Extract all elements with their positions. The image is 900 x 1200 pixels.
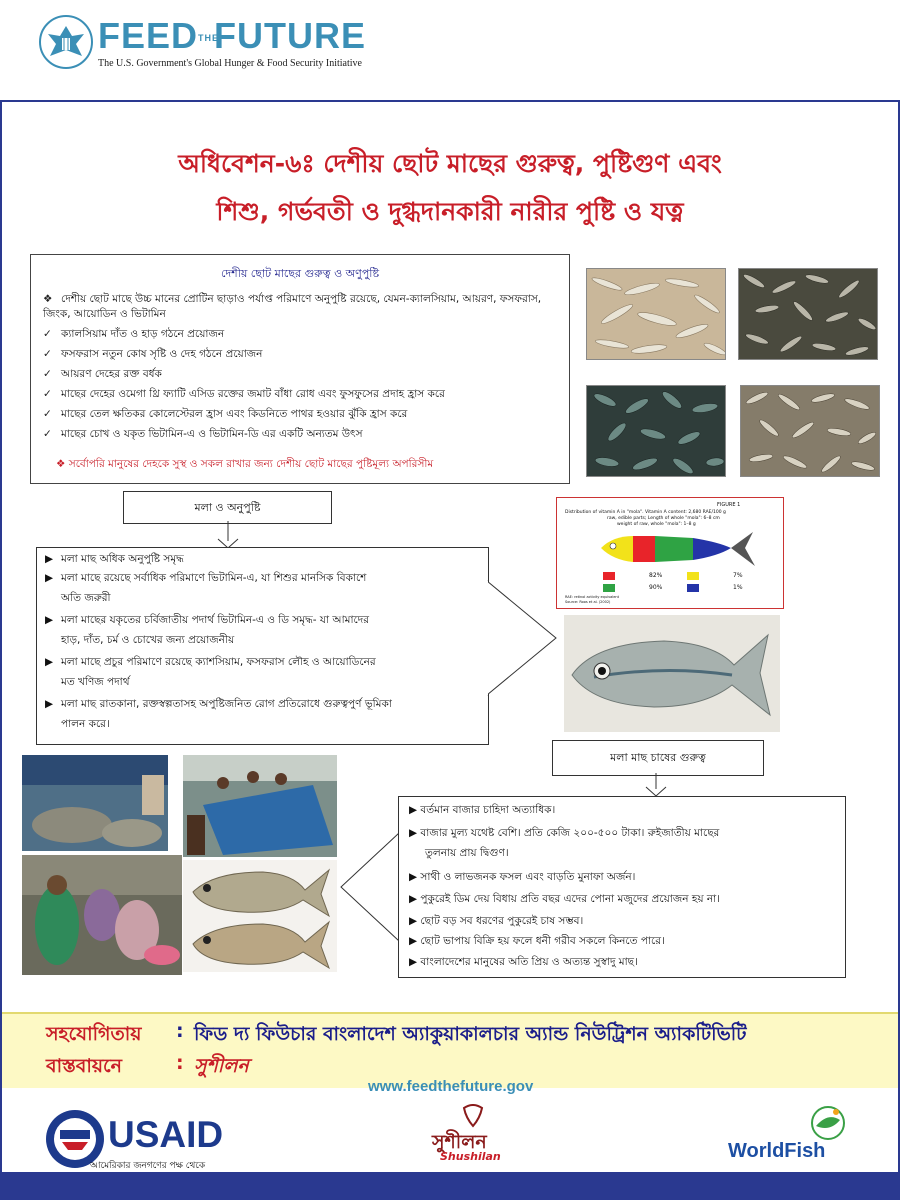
brand-future: FUTURE	[214, 15, 367, 56]
women-sorting-fish-photo	[22, 855, 182, 975]
implementation-colon: :	[176, 1052, 184, 1074]
nutrition-intro-text: দেশীয় ছোট মাছে উচ্চ মানের প্রোটিন ছাড়াও পর্যাপ্ত পরিমাণে অনুপুষ্টি রয়েছে, যেমন-ক্যালসিয়াম, আয়রণ, ফসফরাস, জিংক, আয়োডিন ও ভিটামিন	[43, 293, 542, 320]
mola-item	[45, 654, 485, 671]
shushilan-logo-bn: সুশীলন	[432, 1131, 487, 1153]
vitamin-a-figure	[556, 497, 784, 609]
farming-item	[409, 802, 839, 818]
figure-caption-2: raw, edible parts; Length of whole "mola": 6–8 cm	[607, 516, 720, 521]
figure-caption-3: weight of raw, whole "mola": 1–8 g	[617, 522, 696, 527]
nutrition-item	[43, 327, 563, 342]
farming-item	[409, 891, 839, 907]
legend-value: 82%	[649, 572, 663, 579]
farming-item	[409, 913, 839, 929]
triangle-bullet-icon: ▶	[45, 698, 54, 710]
farming-item-text: বর্তমান বাজার চাহিদা অত্যাধিক।	[420, 804, 556, 816]
mola-farming-callout: মলা মাছ চাষের গুরুত্ব	[552, 740, 764, 776]
legend-swatch-green	[603, 584, 615, 592]
farming-item-text: ছোট বড় সব ধরণের পুকুরেই চাষ সম্ভব।	[420, 915, 584, 927]
legend-value: 7%	[733, 572, 743, 579]
nutrition-conclusion-text: সর্বোপরি মানুষের দেহকে সুস্থ ও সকল রাখার জন্য দেশীয় ছোট মাছের পুষ্টিমূল্য অপরিসীম	[68, 458, 434, 470]
farming-item-text: পুকুরেই ডিম দেয় বিধায় প্রতি বছর এদের পোনা মজুদের প্রয়োজন হয় না।	[420, 893, 720, 905]
shushilan-emblem-icon	[460, 1104, 486, 1128]
farming-item-text: বাজার মুল্য যথেষ্ট বেশি। প্রতি কেজি ২০০-৫০০ টাকা। রুইজাতীয় মাছের	[420, 827, 720, 839]
farming-box-pointer	[340, 832, 400, 942]
implementation-value: সুশীলন	[194, 1055, 249, 1077]
mola-item-text: মলা মাছে রয়েছে সর্বাধিক পরিমাণে ভিটামিন-এ, যা শিশুর মানসিক বিকাশে	[61, 572, 367, 584]
triangle-bullet-icon: ▶	[45, 553, 54, 565]
check-icon: ✓	[43, 428, 52, 440]
figure-caption-1: Distribution of vitamin A in "mola". Vitamin A content: 2,680 RAE/100 g	[565, 510, 726, 515]
bottom-bar	[0, 1172, 900, 1200]
mola-farming-box	[398, 796, 846, 978]
nutrition-item	[43, 427, 563, 442]
usaid-tagline: আমেরিকার জনগণের পক্ষ থেকে	[90, 1161, 206, 1171]
legend-swatch-blue	[687, 584, 699, 592]
feed-the-future-logo	[98, 16, 366, 56]
farming-item	[409, 869, 839, 885]
nutrition-item	[43, 407, 563, 422]
triangle-bullet-icon: ▶	[45, 656, 54, 668]
header	[0, 0, 900, 100]
mola-item	[45, 696, 485, 713]
usaid-wordmark: USAID	[108, 1114, 224, 1155]
mola-item-cont: পালন করে।	[61, 718, 110, 730]
small-fish-photo-4	[740, 385, 880, 477]
fish-market-photo	[22, 755, 168, 851]
legend-swatch-yellow	[687, 572, 699, 580]
mola-nutrition-callout: মলা ও অনুপুষ্টি	[123, 491, 332, 524]
triangle-bullet-icon: ▶	[409, 935, 418, 947]
nutrition-item	[43, 347, 563, 362]
mola-item	[45, 570, 485, 587]
legend-value: 90%	[649, 584, 663, 591]
check-icon: ✓	[43, 408, 52, 420]
farming-item	[409, 954, 839, 970]
mola-item-cont: মত খণিজ পদার্থ	[61, 676, 130, 688]
page-title-line1: অধিবেশন-৬ঃ দেশীয় ছোট মাছের গুরুত্ব, পুষ্টিগুণ এবং	[178, 149, 722, 178]
check-icon: ✓	[43, 348, 52, 360]
small-fish-photo-1	[586, 268, 726, 360]
nutrition-item-text: ক্যালসিয়াম দাঁত ও হাড় গঠনে প্রয়োজন	[61, 328, 225, 340]
mola-item	[45, 551, 485, 568]
farming-callout-connector	[643, 773, 669, 797]
nutrition-item-text: মাছের চোখ ও যকৃত ভিটামিন-এ ও ভিটামিন-ডি এর একটি অন্যতম উৎস	[61, 428, 363, 440]
feed-the-future-url[interactable]: www.feedthefuture.gov	[368, 1078, 534, 1095]
mola-item-text: মলা মাছে প্রচুর পরিমাণে রয়েছে ক্যাশসিয়াম, ফসফরাস লৌহ ও আয়োডিনের	[61, 656, 376, 668]
check-icon: ✓	[43, 388, 52, 400]
brand-feed: FEED	[98, 15, 199, 56]
implementation-label: বাস্তবায়নে	[46, 1055, 122, 1077]
figure-note-2: Source: Roos et al. (2002)	[565, 600, 611, 604]
check-icon: ✓	[43, 368, 52, 380]
farming-item-text: সাথী ও লাভজনক ফসল এবং বাড়তি মুনাফা অর্জন।	[420, 871, 636, 883]
nutrition-conclusion	[56, 457, 566, 474]
nutrition-item-text: আয়রণ দেহের রক্ত বর্ধক	[61, 368, 162, 380]
pond-harvest-photo	[183, 755, 337, 857]
legend-swatch-red	[603, 572, 615, 580]
triangle-bullet-icon: ▶	[409, 804, 418, 816]
nutrition-item-text: মাছের তেল ক্ষতিকর কোলেস্টেরল হ্রাস এবং কিডনিতে পাথর হওয়ার ঝুঁকি হ্রাস করে	[61, 408, 408, 420]
two-mola-fish-photo	[183, 860, 337, 972]
triangle-bullet-icon: ▶	[409, 871, 418, 883]
mola-item	[45, 612, 485, 629]
small-fish-photo-2	[738, 268, 878, 360]
farming-item-text: বাংলাদেশের মানুষের অতি প্রিয় ও অত্যন্ত সুস্বাদু মাছ।	[420, 956, 638, 968]
triangle-bullet-icon: ▶	[45, 614, 54, 626]
page-title-line2: শিশু, গর্ভবতী ও দুগ্ধদানকারী নারীর পুষ্টি ও যত্ন	[216, 197, 684, 226]
nutrition-item	[43, 387, 563, 402]
diamond-bullet-icon: ❖	[43, 293, 53, 305]
mola-box-pointer	[486, 580, 558, 696]
brand-the: THE	[198, 33, 220, 44]
triangle-bullet-icon: ▶	[45, 572, 54, 584]
nutrition-intro	[43, 292, 563, 322]
triangle-bullet-icon: ▶	[409, 915, 418, 927]
callout-connector	[215, 521, 241, 549]
mola-item-text: মলা মাছের যকৃতের চর্বিজাতীয় পদার্থ ভিটামিন-এ ও ডি সমৃদ্ধ- যা আমাদের	[61, 614, 369, 626]
mola-item-text: মলা মাছ অধিক অনুপুষ্টি সমৃদ্ধ	[61, 553, 184, 565]
farming-item-cont: তুলনায় প্রায় দ্বিগুণ।	[425, 847, 509, 859]
farming-item	[409, 933, 839, 949]
worldfish-globe-icon	[806, 1104, 850, 1142]
collaboration-label: সহযোগিতায়	[46, 1023, 142, 1045]
collaboration-colon: :	[176, 1020, 184, 1042]
figure-note-1: RAE: retinol activity equivalent	[565, 595, 620, 599]
us-seal-logo	[38, 14, 94, 70]
small-fish-nutrition-box	[30, 254, 570, 484]
mola-fish-photo	[564, 615, 780, 732]
small-fish-photo-3	[586, 385, 726, 477]
mola-item-cont: অতি জরুরী	[61, 592, 111, 604]
worldfish-wordmark: WorldFish	[728, 1140, 826, 1162]
figure-title: FIGURE 1	[717, 502, 741, 508]
fish-diagram	[593, 528, 773, 570]
check-icon: ✓	[43, 328, 52, 340]
nutrition-item-text: ফসফরাস নতুন কোষ সৃষ্টি ও দেহ গঠনে প্রয়োজন	[61, 348, 263, 360]
mola-item-text: মলা মাছ রাতকানা, রক্তস্বল্পতাসহ অপুষ্টিজনিত রোগ প্রতিরোধে গুরুত্বপুর্ণ ভূমিকা	[61, 698, 392, 710]
triangle-bullet-icon: ▶	[409, 827, 418, 839]
triangle-bullet-icon: ▶	[409, 893, 418, 905]
triangle-bullet-icon: ▶	[409, 956, 418, 968]
diamond-bullet-icon: ❖	[56, 458, 66, 470]
farming-item	[409, 825, 839, 841]
nutrition-item-text: মাছের দেহের ওমেগা থ্রি ফ্যাটি এসিড রক্তের জমাট বাঁধা রোধ এবং ফুসফুসের প্রদাহ হ্রাস করে	[61, 388, 445, 400]
farming-item-text: ছোট ভাপায় বিক্রি হয় ফলে ধনী গরীব সকলে কিনতে পারে।	[420, 935, 665, 947]
mola-nutrition-box	[36, 547, 489, 745]
nutrition-item	[43, 367, 563, 382]
shushilan-logo-en: Shushilan	[440, 1150, 501, 1163]
collaboration-value: ফিড দ্য ফিউচার বাংলাদেশ অ্যাকুয়াকালচার অ্যান্ড নিউট্রিশন অ্যাকটিভিটি	[194, 1023, 747, 1045]
mola-item-cont: হাড়, দাঁত, চর্ম ও চোখের জন্য প্রয়োজনীয়	[61, 634, 235, 646]
brand-tagline: The U.S. Government's Global Hunger & Food Security Initiative	[98, 58, 362, 69]
nutrition-box-heading: দেশীয় ছোট মাছের গুরুত্ব ও অণুপুষ্টি	[220, 267, 380, 280]
legend-value: 1%	[733, 584, 743, 591]
